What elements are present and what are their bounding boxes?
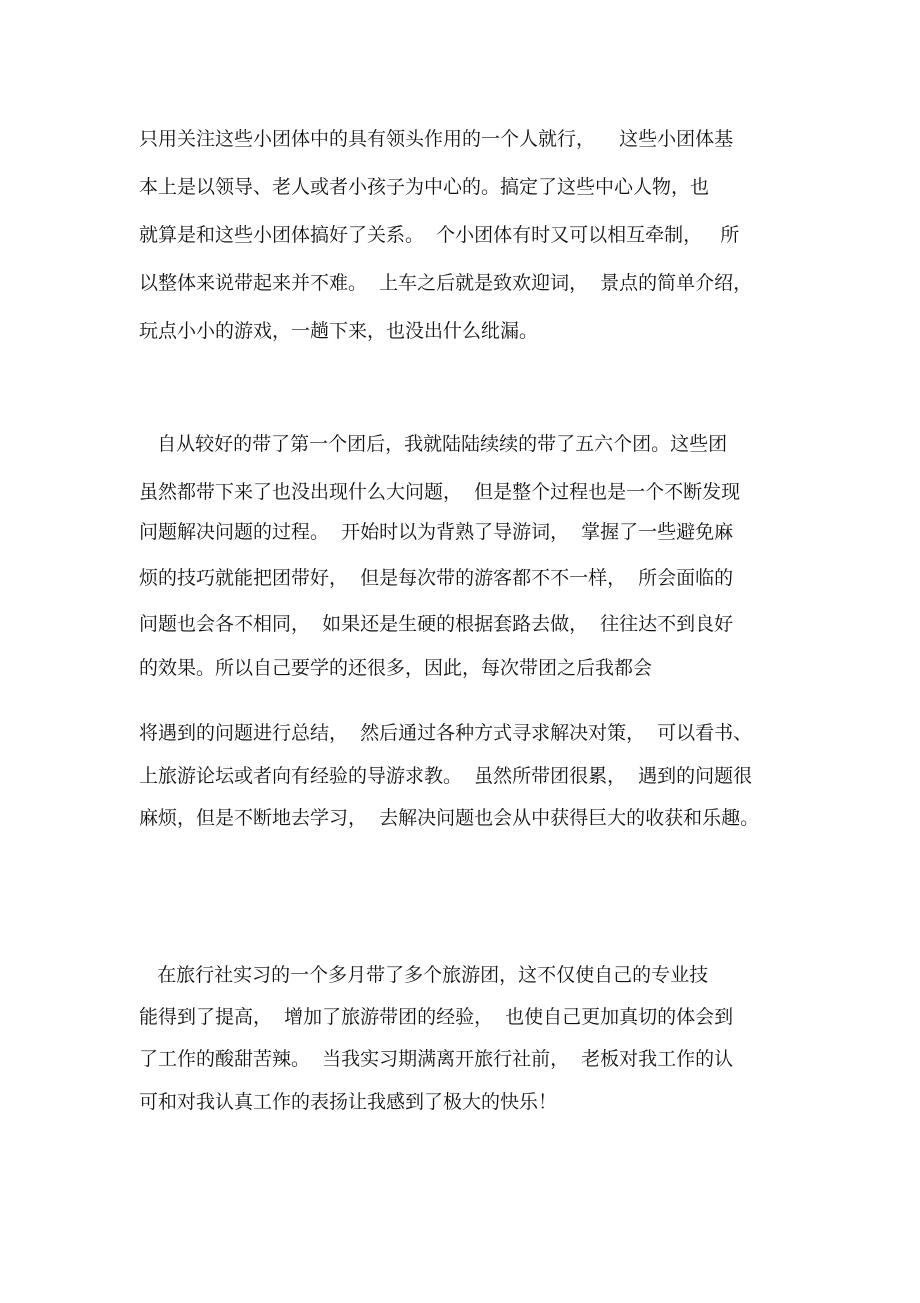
text-line: 问题也会各不相同， 如果还是生硬的根据套路去做， 往往达不到良好 bbox=[139, 613, 734, 635]
text-line: 只用关注这些小团体中的具有领头作用的一个人就行， 这些小团体基 bbox=[139, 128, 734, 150]
text-line: 可和对我认真工作的表扬让我感到了极大的快乐！ bbox=[139, 1091, 558, 1113]
text-line: 能得到了提高， 增加了旅游带团的经验， 也使自己更加真切的体会到 bbox=[139, 1006, 734, 1028]
text-line: 问题解决问题的过程。 开始时以为背熟了导游词， 掌握了一些避免麻 bbox=[139, 521, 734, 543]
text-line: 烦的技巧就能把团带好， 但是每次带的游客都不不一样， 所会面临的 bbox=[139, 567, 734, 589]
text-line: 本上是以领导、老人或者小孩子为中心的。搞定了这些中心人物，也 bbox=[139, 176, 710, 198]
text-line: 将遇到的问题进行总结， 然后通过各种方式寻求解决对策， 可以看书、 bbox=[139, 722, 753, 744]
text-line: 的效果。所以自己要学的还很多，因此，每次带团之后我都会 bbox=[139, 657, 653, 679]
text-line: 自从较好的带了第一个团后，我就陆陆续续的带了五六个团。这些团 bbox=[139, 433, 728, 455]
text-line: 虽然都带下来了也没出现什么大问题， 但是整个过程也是一个不断发现 bbox=[139, 481, 741, 503]
text-line: 以整体来说带起来并不难。 上车之后就是致欢迎词， 景点的简单介绍， bbox=[139, 272, 753, 294]
text-line: 玩点小小的游戏，一趟下来，也没出什么纰漏。 bbox=[139, 320, 539, 342]
text-line: 麻烦，但是不断地去学习， 去解决问题也会从中获得巨大的收获和乐趣。 bbox=[139, 807, 760, 829]
text-line: 上旅游论坛或者向有经验的导游求教。 虽然所带团很累， 遇到的问题很 bbox=[139, 765, 753, 787]
text-line: 了工作的酸甜苦辣。 当我实习期满离开旅行社前， 老板对我工作的认 bbox=[139, 1048, 734, 1070]
text-line: 在旅行社实习的一个多月带了多个旅游团，这不仅使自己的专业技 bbox=[139, 964, 709, 986]
text-line: 就算是和这些小团体搞好了关系。 个小团体有时又可以相互牵制， 所 bbox=[139, 224, 740, 246]
